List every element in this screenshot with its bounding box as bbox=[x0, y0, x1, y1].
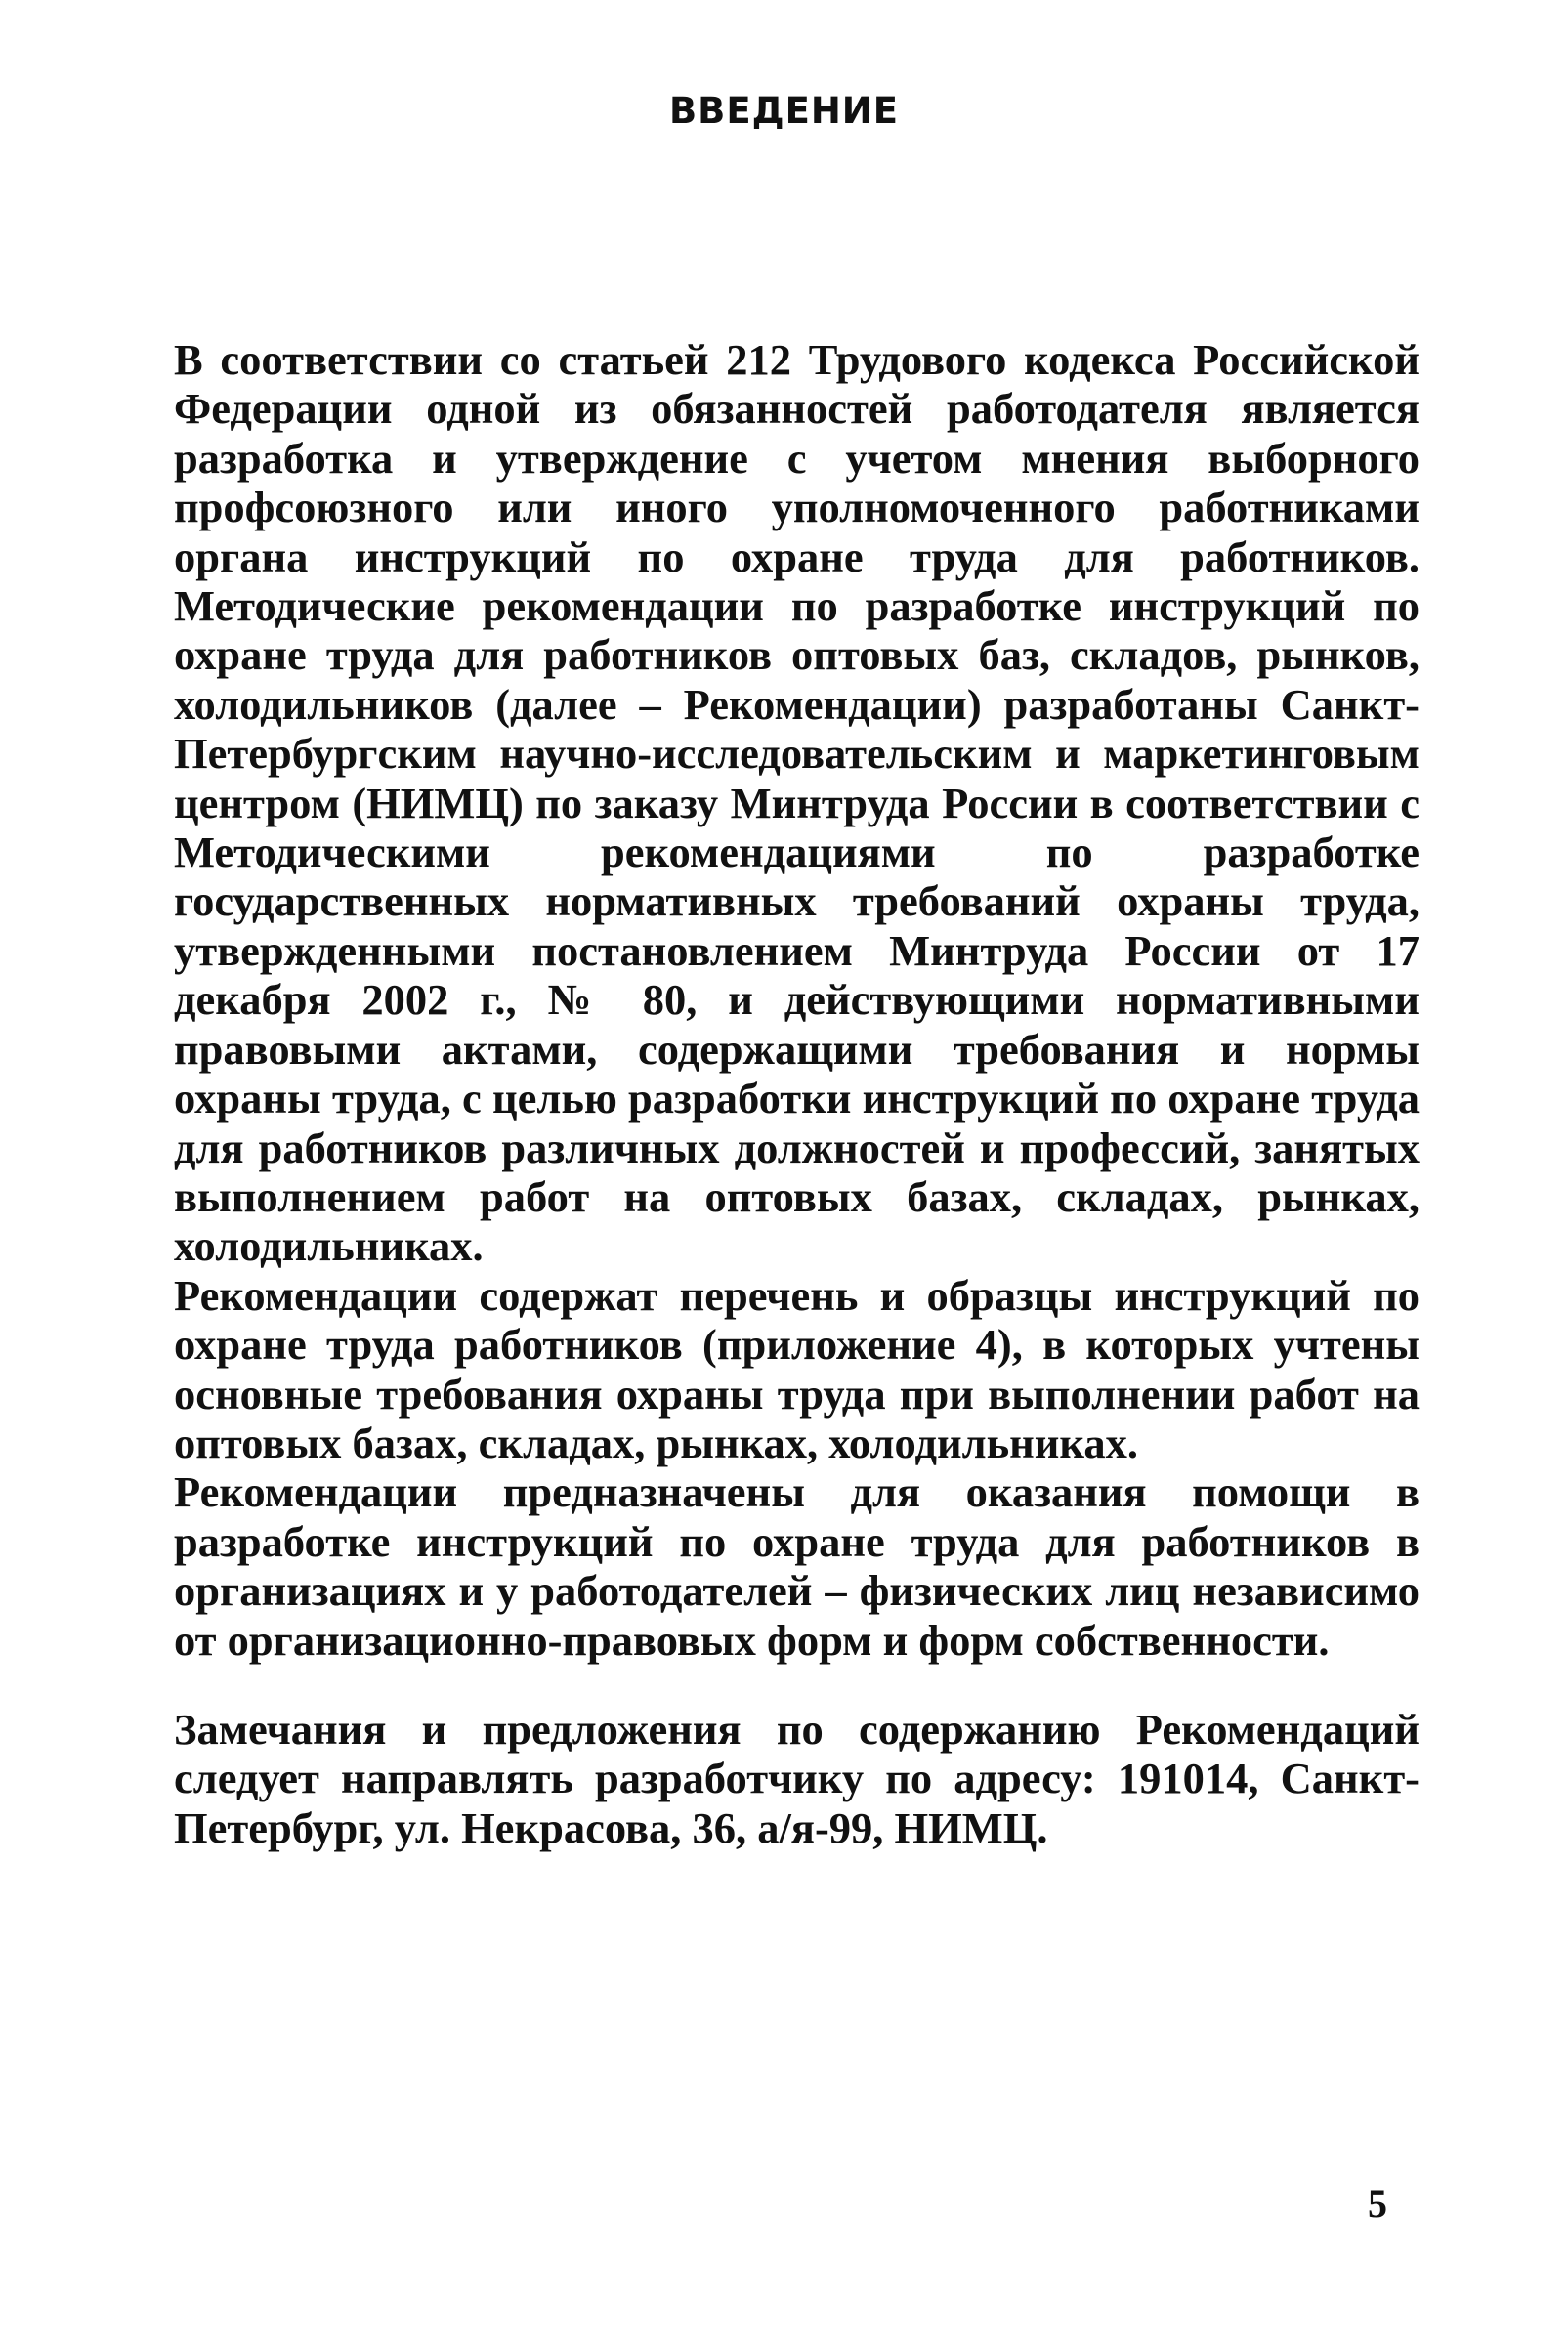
paragraph-spacer bbox=[174, 1665, 1420, 1705]
paragraph-contents: Рекомендации содержат перечень и образцы инструкций по охране труда работников (приложение 4), в которых учтены основные требования охраны труда при выполнении работ на оптовых базах, складах, рынках, холодильниках. bbox=[174, 1270, 1420, 1467]
page-title: ВВЕДЕНИЕ bbox=[668, 90, 900, 132]
paragraph-contact-note: Замечания и предложения по содержанию Рекомендаций следует направлять разработчику по адресу: 191014, Санкт-Петербург, ул. Некрасова, 36, а/я-99, НИМЦ. bbox=[174, 1704, 1420, 1852]
paragraph-intro: В соответствии со статьей 212 Трудового кодекса Российской Федерации одной из обязанностей работодателя является разработка и утверждение с учетом мнения выборного профсоюзного или иного уполномоченного работниками органа инструкций по охране труда для работников. Методические рекомендации по разработке инструкций по охране труда для работников оптовых баз, складов, рынков, холодильников (далее – Рекомендации) разработаны Санкт-Петербургским научно-исследовательским и маркетинговым центром (НИМЦ) по заказу Минтруда России в соответствии с Методическими рекомендациями по разработке государственных нормативных требований охраны труда, утвержденными постановлением Минтруда России от 17 декабря 2002 г., № 80, и действующими нормативными правовыми актами, содержащими требования и нормы охраны труда, с целью разработки инструкций по охране труда для работников различных должностей и профессий, занятых выполнением работ на оптовых базах, складах, рынках, холодильниках. bbox=[174, 335, 1420, 1271]
page-number: 5 bbox=[1368, 2182, 1387, 2225]
paragraph-purpose: Рекомендации предназначены для оказания помощи в разработке инструкций по охране труда для работников в организациях и у работодателей – физических лиц независимо от организационно-правовых форм и форм собственности. bbox=[174, 1467, 1420, 1665]
body-text bbox=[174, 335, 1420, 1852]
